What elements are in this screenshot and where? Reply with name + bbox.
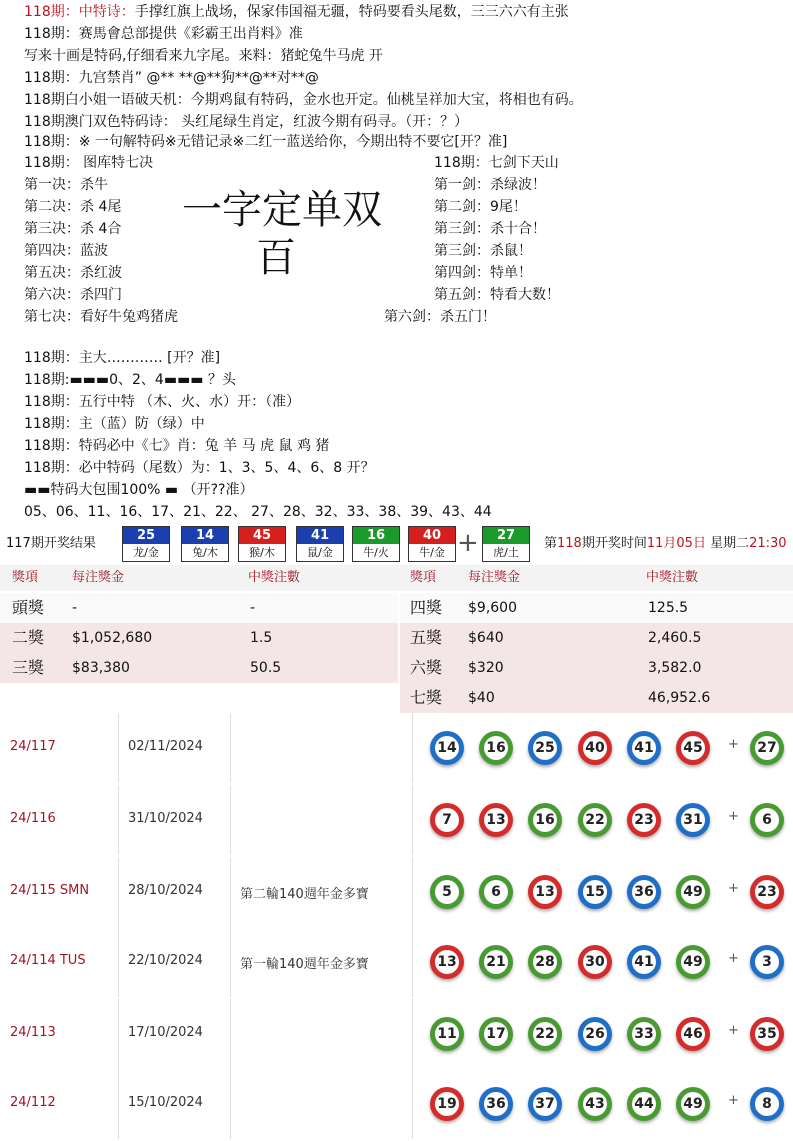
line2-3: 118期：主（蓝）防（绿）中 — [24, 416, 205, 432]
history-ball — [528, 1087, 562, 1121]
ball-number: 27 — [483, 527, 529, 544]
history-ball — [578, 1087, 612, 1121]
column-divider — [230, 927, 231, 997]
left-block — [24, 152, 178, 328]
line-6: 118期：※ 一句解特码※无错记录※二红一蓝送给你，今期出特不要它[开？准] — [24, 134, 508, 150]
ball-number: 17 — [484, 1022, 508, 1046]
ball-number: 6 — [755, 808, 779, 832]
next-week: 星期二 — [705, 536, 750, 551]
prize-count: 50.5 — [250, 660, 282, 676]
next-draw-info — [544, 532, 787, 551]
history-ball — [676, 803, 710, 837]
left-item: 第三决：杀 4合 — [24, 221, 122, 237]
ball-number: 13 — [435, 950, 459, 974]
history-special-ball — [750, 1017, 784, 1051]
ball-number: 16 — [533, 808, 557, 832]
column-divider — [230, 857, 231, 927]
ball-number: 3 — [755, 950, 779, 974]
prize-amount: $1,052,680 — [72, 630, 153, 646]
ball-number: 46 — [681, 1022, 705, 1046]
history-ball — [627, 803, 661, 837]
left-item: 第六决：杀四门 — [24, 287, 122, 303]
result-bar — [0, 522, 793, 562]
column-divider — [412, 1069, 413, 1139]
history-ball — [578, 803, 612, 837]
history-ball — [528, 875, 562, 909]
ball-number: 15 — [583, 880, 607, 904]
line2-6: ▬▬特码大包围100% ▬ （开??准） — [24, 482, 254, 498]
ball-number: 30 — [583, 950, 607, 974]
prize-count: 46,952.6 — [648, 690, 711, 706]
ball-number: 11 — [435, 1022, 459, 1046]
prize-header: 每注獎金 — [468, 570, 521, 585]
ball-number: 27 — [755, 736, 779, 760]
ball-number: 21 — [484, 950, 508, 974]
history-row — [0, 1069, 793, 1141]
history-ball — [528, 1017, 562, 1051]
plus-sign: + — [728, 737, 739, 752]
prize-row-bg — [0, 593, 398, 623]
ball-zodiac: 鼠/金 — [297, 544, 343, 561]
history-ball — [627, 731, 661, 765]
prize-count: - — [250, 600, 256, 616]
ball-number: 37 — [533, 1092, 557, 1116]
ball-number: 44 — [632, 1092, 656, 1116]
history-row — [0, 785, 793, 857]
prize-amount: - — [72, 600, 78, 616]
prize-name: 二獎 — [12, 628, 45, 647]
result-ball — [352, 526, 400, 562]
right-item: 第一剑：杀绿波！ — [434, 177, 546, 193]
prize-header: 中獎注數 — [646, 570, 699, 585]
history-row — [0, 857, 793, 929]
history-ball — [430, 1087, 464, 1121]
prize-name: 四獎 — [410, 598, 443, 617]
ball-number: 16 — [484, 736, 508, 760]
history-note: 第一輪140週年金多寶 — [240, 957, 369, 972]
prize-count: 3,582.0 — [648, 660, 702, 676]
history-special-ball — [750, 731, 784, 765]
history-ball — [676, 731, 710, 765]
prize-name: 三獎 — [12, 658, 45, 677]
ball-number: 22 — [583, 808, 607, 832]
ball-number: 14 — [435, 736, 459, 760]
history-ball — [676, 945, 710, 979]
history-special-ball — [750, 803, 784, 837]
next-mid: 期开奖时间 — [581, 536, 647, 551]
left-item: 第七决：看好牛兔鸡猪虎 — [24, 309, 178, 325]
left-item: 第一决：杀牛 — [24, 177, 108, 193]
ball-number: 45 — [239, 527, 285, 544]
ball-number: 40 — [583, 736, 607, 760]
right-block — [384, 152, 560, 328]
history-ball — [479, 731, 513, 765]
history-ball — [430, 875, 464, 909]
line2-1: 118期:▬▬▬0、2、4▬▬▬ ？头 — [24, 372, 236, 388]
ball-number: 45 — [681, 736, 705, 760]
history-special-ball — [750, 875, 784, 909]
line-0-text: 手撑红旗上战场，保家伟国福无疆，特码要看头尾数，三三六六有主张 — [134, 4, 569, 20]
prize-name: 六獎 — [410, 658, 443, 677]
ball-number: 23 — [632, 808, 656, 832]
column-divider — [118, 927, 119, 997]
ball-number: 31 — [681, 808, 705, 832]
ball-number: 8 — [755, 1092, 779, 1116]
history-issue: 24/112 — [10, 1095, 56, 1110]
ball-zodiac: 兔/木 — [182, 544, 228, 561]
ball-number: 13 — [484, 808, 508, 832]
prize-count: 2,460.5 — [648, 630, 702, 646]
left-item: 第二决：杀 4尾 — [24, 199, 122, 215]
plus-sign: + — [457, 528, 479, 558]
prize-name: 七獎 — [410, 688, 443, 707]
ball-number: 41 — [632, 736, 656, 760]
ball-number: 22 — [533, 1022, 557, 1046]
history-ball — [430, 1017, 464, 1051]
ball-number: 16 — [353, 527, 399, 544]
ball-number: 49 — [681, 880, 705, 904]
ball-number: 6 — [484, 880, 508, 904]
ball-number: 41 — [632, 950, 656, 974]
result-ball — [122, 526, 170, 562]
history-note: 第二輪140週年金多寶 — [240, 887, 369, 902]
right-item: 第四剑：特单！ — [434, 265, 532, 281]
ball-zodiac: 猴/木 — [239, 544, 285, 561]
column-divider — [412, 927, 413, 997]
next-date: 11月05日 — [646, 536, 706, 551]
left-block-title: 118期： 图库特七决 — [24, 155, 154, 171]
history-ball — [430, 731, 464, 765]
history-row — [0, 927, 793, 999]
ball-number: 26 — [583, 1022, 607, 1046]
right-item: 第三剑：杀鼠！ — [434, 243, 532, 259]
ball-zodiac: 牛/金 — [409, 544, 455, 561]
prize-name: 五獎 — [410, 628, 443, 647]
column-divider — [118, 999, 119, 1069]
history-special-ball — [750, 1087, 784, 1121]
next-prefix: 第 — [544, 536, 558, 551]
ball-number: 40 — [409, 527, 455, 544]
prize-table — [0, 565, 793, 713]
prize-row-bg — [400, 623, 793, 653]
history-ball — [479, 875, 513, 909]
history-issue: 24/117 — [10, 739, 56, 754]
line2-7: 05、06、11、16、17、21、22、 27、28、32、33、38、39、43、44 — [24, 504, 492, 520]
ball-number: 43 — [583, 1092, 607, 1116]
history-date: 31/10/2024 — [128, 811, 203, 826]
ball-number: 25 — [123, 527, 169, 544]
history-ball — [578, 731, 612, 765]
result-ball — [408, 526, 456, 562]
history-ball — [528, 803, 562, 837]
history-ball — [578, 875, 612, 909]
prize-header: 中獎注數 — [248, 570, 301, 585]
result-ball — [238, 526, 286, 562]
plus-sign: + — [728, 951, 739, 966]
history-ball — [528, 731, 562, 765]
next-time: 21:30 — [749, 536, 787, 551]
column-divider — [230, 713, 231, 783]
ball-zodiac: 龙/金 — [123, 544, 169, 561]
right-item: 第六剑：杀五门！ — [384, 309, 496, 325]
prize-count: 1.5 — [250, 630, 273, 646]
history-date: 15/10/2024 — [128, 1095, 203, 1110]
history-ball — [528, 945, 562, 979]
history-ball — [627, 1087, 661, 1121]
ball-number: 19 — [435, 1092, 459, 1116]
column-divider — [118, 857, 119, 927]
right-item: 第三剑：杀十合！ — [434, 221, 546, 237]
column-divider — [412, 857, 413, 927]
history-issue: 24/115 SMN — [10, 883, 90, 898]
history-issue: 24/116 — [10, 811, 56, 826]
line2-4: 118期：特码必中《七》肖：兔 羊 马 虎 鼠 鸡 猪 — [24, 438, 330, 454]
line-2: 写来十画是特码,仔细看来九字尾。来料：猪蛇兔牛马虎 开 — [24, 48, 383, 64]
history-ball — [430, 945, 464, 979]
ball-number: 33 — [632, 1022, 656, 1046]
line-0 — [24, 2, 569, 22]
line-5: 118期澳门双色特码诗： 头红尾绿生肖定，红波今期有码寻。（开：？） — [24, 114, 469, 130]
history-ball — [627, 875, 661, 909]
history-ball — [479, 803, 513, 837]
line-3: 118期：九宫禁肖” @** **@**狗**@**对**@ — [24, 70, 319, 86]
prize-count: 125.5 — [648, 600, 689, 616]
column-divider — [230, 1069, 231, 1139]
result-ball — [296, 526, 344, 562]
ball-number: 49 — [681, 1092, 705, 1116]
plus-sign: + — [728, 881, 739, 896]
column-divider — [230, 999, 231, 1069]
history-date: 17/10/2024 — [128, 1025, 203, 1040]
ball-zodiac: 虎/土 — [483, 544, 529, 561]
column-divider — [230, 785, 231, 855]
column-divider — [412, 713, 413, 783]
history-ball — [676, 875, 710, 909]
history-row — [0, 713, 793, 785]
line2-5: 118期：必中特码（尾数）为：1、3、5、4、6、8 开？ — [24, 460, 375, 476]
ball-number: 41 — [297, 527, 343, 544]
right-block-title: 118期：七剑下天山 — [434, 155, 559, 171]
ball-number: 36 — [632, 880, 656, 904]
history-ball — [479, 945, 513, 979]
prize-header: 獎項 — [12, 570, 39, 585]
history-date: 02/11/2024 — [128, 739, 203, 754]
history-ball — [627, 1017, 661, 1051]
prize-amount: $9,600 — [468, 600, 517, 616]
ball-number: 28 — [533, 950, 557, 974]
line-1: 118期：赛馬會总部提供《彩霸王出肖料》准 — [24, 26, 303, 42]
right-item: 第五剑：特看大数！ — [434, 287, 560, 303]
ball-number: 36 — [484, 1092, 508, 1116]
ball-number: 25 — [533, 736, 557, 760]
history-ball — [430, 803, 464, 837]
column-divider — [412, 999, 413, 1069]
left-item: 第四决：蓝波 — [24, 243, 108, 259]
history-ball — [676, 1017, 710, 1051]
ball-number: 13 — [533, 880, 557, 904]
prize-amount: $640 — [468, 630, 504, 646]
result-special-ball — [482, 526, 530, 562]
prize-row-bg — [0, 653, 398, 683]
result-label: 117期开奖结果 — [6, 536, 96, 551]
next-issue: 118 — [557, 536, 582, 551]
prize-amount: $40 — [468, 690, 495, 706]
prize-row-bg — [0, 623, 398, 653]
history-ball — [578, 945, 612, 979]
prize-row-bg — [400, 683, 793, 713]
plus-sign: + — [728, 1023, 739, 1038]
left-item: 第五决：杀红波 — [24, 265, 122, 281]
history-issue: 24/114 TUS — [10, 953, 86, 968]
prize-amount: $83,380 — [72, 660, 130, 676]
ball-number: 49 — [681, 950, 705, 974]
column-divider — [118, 785, 119, 855]
column-divider — [118, 713, 119, 783]
line-4: 118期白小姐一语破天机：今期鸡鼠有特码，金水也开定。仙桃呈祥加大宝，将相也有码。 — [24, 92, 583, 108]
history-row — [0, 999, 793, 1071]
prize-name: 頭獎 — [12, 598, 45, 617]
handwritten-line1: 一字定单双 — [182, 187, 382, 233]
ball-zodiac: 牛/火 — [353, 544, 399, 561]
history-ball — [578, 1017, 612, 1051]
history-date: 28/10/2024 — [128, 883, 203, 898]
prize-header: 獎項 — [410, 570, 437, 585]
prize-amount: $320 — [468, 660, 504, 676]
prize-header: 每注獎金 — [72, 570, 125, 585]
line2-0: 118期：主大………… [开？准] — [24, 350, 221, 366]
ball-number: 23 — [755, 880, 779, 904]
ball-number: 7 — [435, 808, 459, 832]
history-date: 22/10/2024 — [128, 953, 203, 968]
history-ball — [479, 1087, 513, 1121]
column-divider — [412, 785, 413, 855]
plus-sign: + — [728, 1093, 739, 1108]
prize-row-bg — [400, 653, 793, 683]
ball-number: 35 — [755, 1022, 779, 1046]
history-ball — [676, 1087, 710, 1121]
history-issue: 24/113 — [10, 1025, 56, 1040]
ball-number: 14 — [182, 527, 228, 544]
column-divider — [118, 1069, 119, 1139]
history-ball — [627, 945, 661, 979]
right-item: 第二剑：9尾！ — [434, 199, 527, 215]
line2-2: 118期：五行中特 （木、火、水）开：（准） — [24, 394, 301, 410]
result-ball — [181, 526, 229, 562]
plus-sign: + — [728, 809, 739, 824]
history-ball — [479, 1017, 513, 1051]
ball-number: 5 — [435, 880, 459, 904]
history-special-ball — [750, 945, 784, 979]
line-0-prefix: 118期：中特诗： — [24, 4, 135, 20]
prize-row-bg — [400, 593, 793, 623]
handwritten-line2: 百 — [256, 235, 296, 281]
